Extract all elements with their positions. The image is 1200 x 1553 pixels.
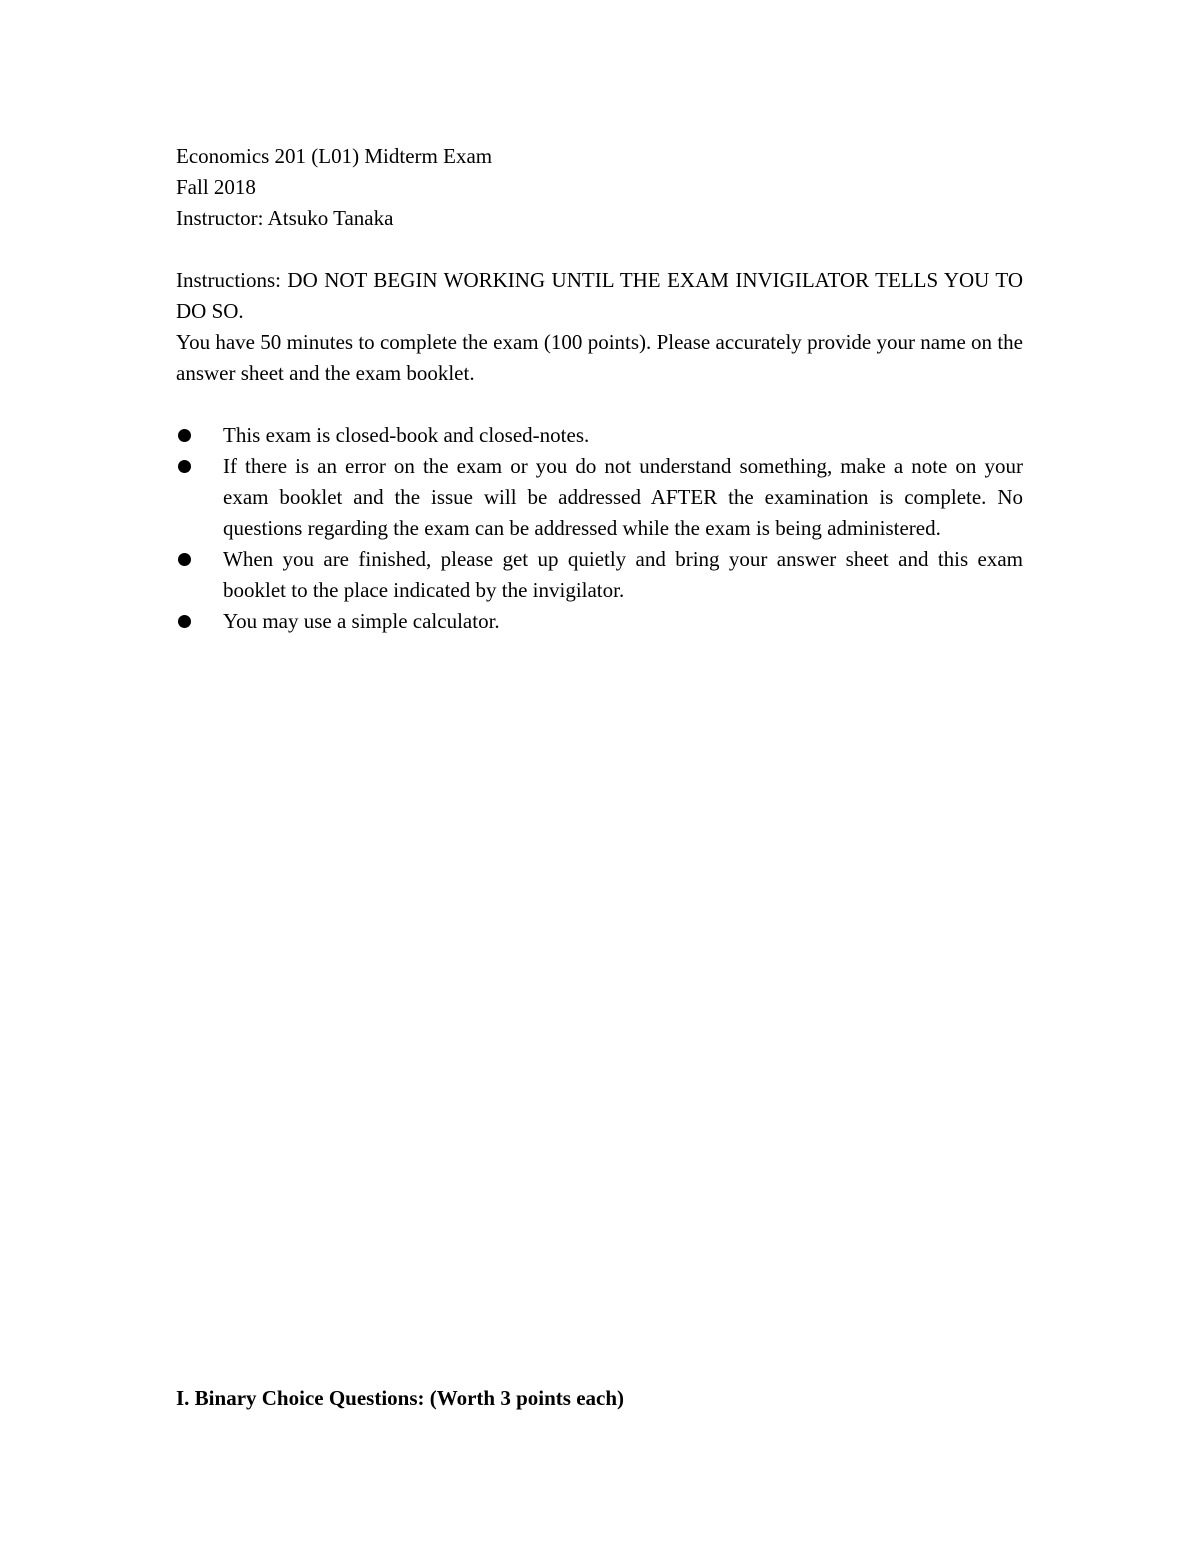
list-item — [176, 544, 1023, 606]
bullet-icon — [178, 429, 191, 442]
instructions-details: You have 50 minutes to complete the exam (100 points). Please accurately provide your name on the answer sheet and the exam booklet. — [176, 330, 1023, 385]
section-heading: I. Binary Choice Questions: (Worth 3 points each) — [176, 1386, 625, 1410]
rule-text: If there is an error on the exam or you do not understand something, make a note on your exam booklet and the issue will be addressed AFTER the examination is complete. No questions regarding the exam can be addressed while the exam is being administered. — [223, 454, 1023, 540]
rule-text: This exam is closed-book and closed-notes. — [223, 423, 590, 447]
instructor-name: Instructor: Atsuko Tanaka — [176, 206, 394, 230]
exam-header — [176, 141, 1023, 234]
bullet-icon — [178, 460, 191, 473]
exam-term: Fall 2018 — [176, 175, 256, 199]
exam-page — [176, 0, 1023, 1553]
list-item — [176, 451, 1023, 544]
rule-text: When you are finished, please get up quietly and bring your answer sheet and this exam booklet to the place indicated by the invigilator. — [223, 547, 1023, 602]
rule-text: You may use a simple calculator. — [223, 609, 500, 633]
bullet-icon — [178, 615, 191, 628]
bullet-icon — [178, 553, 191, 566]
course-title: Economics 201 (L01) Midterm Exam — [176, 144, 493, 168]
instructions-block — [176, 265, 1023, 389]
instructions-warning: Instructions: DO NOT BEGIN WORKING UNTIL THE EXAM INVIGILATOR TELLS YOU TO DO SO. — [176, 268, 1023, 323]
rules-list — [176, 420, 1023, 637]
list-item — [176, 420, 1023, 451]
list-item — [176, 606, 1023, 637]
